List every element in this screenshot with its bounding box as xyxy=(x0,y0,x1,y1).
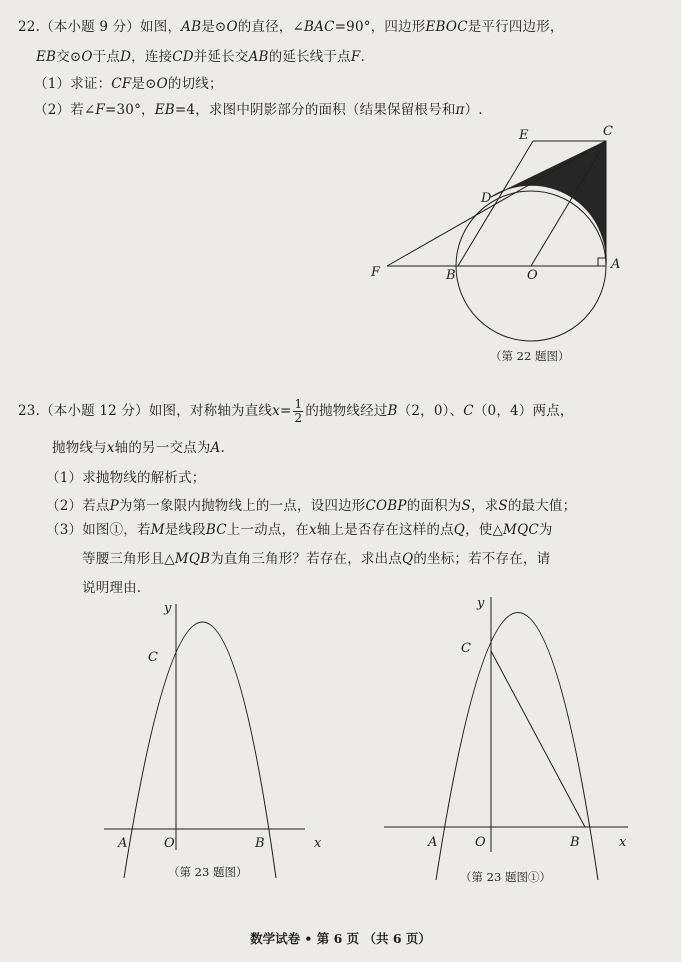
q22-text: AB xyxy=(181,19,202,35)
q22-text: （2）若∠ xyxy=(34,102,96,118)
q22-text: O xyxy=(226,19,238,35)
caption-22: （第 22 题图） xyxy=(490,349,570,363)
q23-text: 轴上是否存在这样的点 xyxy=(316,522,454,538)
q22-text: 的延长线于点 xyxy=(268,49,351,65)
label-a: A xyxy=(611,257,621,272)
q22-text: π xyxy=(455,102,465,118)
q23-text: ，求 xyxy=(470,498,499,514)
q23-text: （0，4）两点， xyxy=(473,403,574,419)
parabola xyxy=(124,622,276,878)
q22-text: 的切线； xyxy=(167,76,223,92)
right-angle-mark xyxy=(598,258,606,266)
q23-text: B xyxy=(387,403,398,419)
fraction-denominator: 2 xyxy=(294,411,303,425)
label-y: y xyxy=(164,601,172,616)
q23-part-1 xyxy=(46,466,206,486)
q22-text: 是平行四边形， xyxy=(467,19,564,35)
q23-text: COBP xyxy=(365,498,407,514)
q23-text: （3）如图①，若 xyxy=(46,522,151,538)
q22-text: O xyxy=(81,49,93,65)
q23-text: 轴的另一交点为 xyxy=(114,440,211,456)
q22-number: 22.（本小题 9 分）如图， xyxy=(18,19,182,35)
figure-23-1 xyxy=(384,597,628,880)
q22-text: ，连接 xyxy=(131,49,173,65)
q23-part-3 xyxy=(46,518,553,538)
q23-text: P xyxy=(109,498,119,514)
q23-text: 为 xyxy=(538,522,553,538)
q23-text: S xyxy=(498,498,508,514)
q23-text: MQB xyxy=(174,551,211,567)
q23-text: （2）若点 xyxy=(46,498,110,514)
figure-22 xyxy=(387,141,606,341)
q23-text: MQC xyxy=(503,522,539,538)
segment-cb xyxy=(491,651,585,827)
q22-text: O xyxy=(156,76,168,92)
q23-text: x xyxy=(308,522,317,538)
page-footer: 数学试卷 • 第 6 页 （共 6 页） xyxy=(250,931,431,946)
q23-text: Q xyxy=(453,522,466,538)
q23-line-1 xyxy=(18,398,574,425)
q23-text: 上一动点，在 xyxy=(226,522,309,538)
q23-text: . xyxy=(220,440,225,456)
shaded-region xyxy=(491,141,606,266)
label-c: C xyxy=(461,641,471,656)
label-c: C xyxy=(603,124,613,139)
q23-text: ，使△ xyxy=(465,522,504,538)
q22-text: 是⊙ xyxy=(131,76,157,92)
caption-23: （第 23 题图） xyxy=(168,865,248,879)
label-c: C xyxy=(148,650,158,665)
q23-text: 抛物线与 xyxy=(52,440,107,456)
q22-text: ）. xyxy=(464,102,483,118)
q23-text: A xyxy=(210,440,221,456)
q22-text: F xyxy=(95,102,105,118)
q22-text: EB xyxy=(154,102,175,118)
label-o: O xyxy=(164,836,175,851)
label-b: B xyxy=(255,836,265,851)
figure-23 xyxy=(104,604,305,878)
q22-text: D xyxy=(120,49,132,65)
q23-text: BC xyxy=(205,522,227,538)
q22-text: 是⊙ xyxy=(201,19,227,35)
q23-text: （1）求抛物线的解析式； xyxy=(46,470,206,486)
q23-text: = xyxy=(279,403,292,419)
q23-text: 的面积为 xyxy=(406,498,462,514)
caption-23-1: （第 23 题图①） xyxy=(460,870,551,884)
q22-text: （1）求证： xyxy=(34,76,112,92)
q23-part-2 xyxy=(46,494,576,514)
q23-text: 等腰三角形且△ xyxy=(82,551,175,567)
label-o: O xyxy=(527,268,538,283)
label-f: F xyxy=(371,265,381,280)
label-b: B xyxy=(446,268,456,283)
q23-text: 23.（本小题 12 分）如图，对称轴为直线 xyxy=(18,403,273,419)
q23-text: S xyxy=(461,498,471,514)
label-e: E xyxy=(519,128,529,143)
fraction-numerator: 1 xyxy=(294,397,303,411)
q23-text: 是线段 xyxy=(164,522,206,538)
label-d: D xyxy=(481,191,492,206)
label-o: O xyxy=(475,835,486,850)
q23-part-3-cont xyxy=(82,547,550,567)
label-a: A xyxy=(118,836,128,851)
q22-text: =4，求图中阴影部分的面积（结果保留根号和 xyxy=(174,102,456,118)
figure-23-1-labels xyxy=(427,596,627,850)
q23-text: 的抛物线经过 xyxy=(305,403,388,419)
figure-23-labels xyxy=(117,601,322,851)
q22-text: EBOC xyxy=(425,19,468,35)
q23-text: 的最大值； xyxy=(507,498,577,514)
q22-text: 的直径，∠ xyxy=(237,19,305,35)
q23-text: Q xyxy=(402,551,414,567)
q22-text: 并延长交 xyxy=(193,49,249,65)
q23-text: （2，0）、 xyxy=(397,403,464,419)
q22-text: =90°，四边形 xyxy=(334,19,426,35)
q22-text: 交⊙ xyxy=(56,49,82,65)
q22-text: EB xyxy=(36,49,57,65)
label-x: x xyxy=(619,835,627,850)
label-a: A xyxy=(428,835,438,850)
q23-text: 为第一象限内抛物线上的一点，设四边形 xyxy=(118,498,366,514)
label-b: B xyxy=(570,835,580,850)
q23-text: x xyxy=(272,403,280,419)
q23-text: M xyxy=(150,522,165,538)
label-x: x xyxy=(314,836,322,851)
q23-text: 为直角三角形？若存在，求出点 xyxy=(210,551,403,567)
q22-text: 于点 xyxy=(92,49,121,65)
q23-text: C xyxy=(463,403,474,419)
q22-text: =30°， xyxy=(104,102,155,118)
q22-text: BAC xyxy=(304,19,335,35)
q22-text: F xyxy=(350,49,361,65)
fraction-one-half xyxy=(293,398,303,425)
q22-text: AB xyxy=(248,49,269,65)
label-y: y xyxy=(477,596,485,611)
q22-text: . xyxy=(360,49,365,65)
q22-text: CD xyxy=(172,49,194,65)
q23-line-2 xyxy=(52,436,225,456)
q23-text: 说明理由. xyxy=(82,580,142,596)
q22-text: CF xyxy=(111,76,132,92)
q23-text: 的坐标；若不存在，请 xyxy=(413,551,551,567)
segment-eb xyxy=(458,141,533,266)
q23-part-3-end xyxy=(82,576,141,596)
q23-text: x xyxy=(106,440,115,456)
